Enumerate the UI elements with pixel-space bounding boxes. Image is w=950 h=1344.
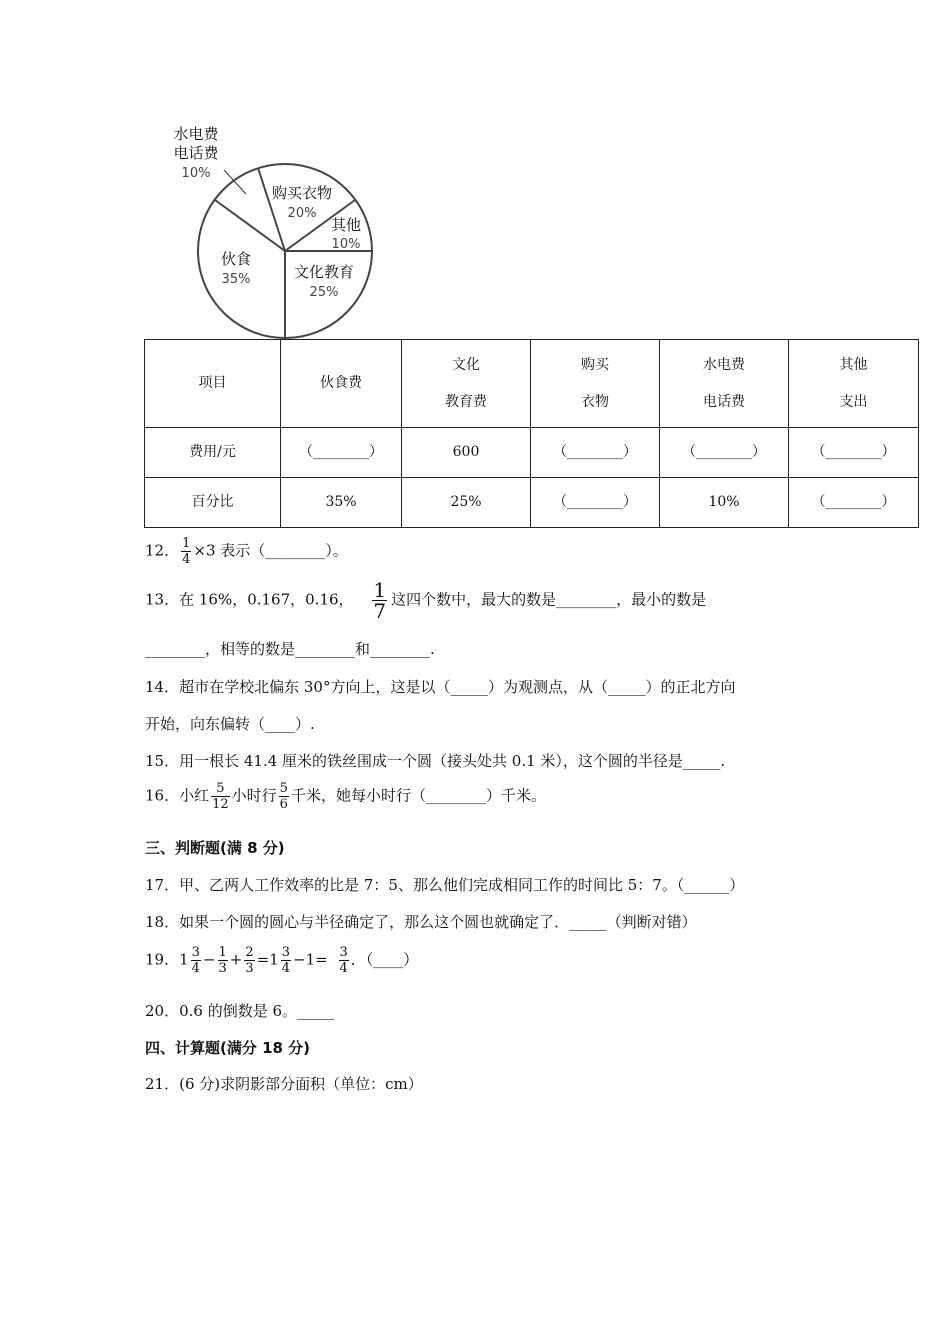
fraction-5-6: $\frac{5}{6}$: [279, 781, 288, 812]
expense-table: [144, 339, 919, 528]
question-14-line1: 14．超市在学校北偏东 30°方向上，这是以（_____）为观测点，从（_____）的正北方向: [145, 678, 736, 696]
slice-label-food: 伙食: [220, 250, 252, 268]
header-clothes: 购买 衣物: [531, 340, 660, 428]
percent-food: 35%: [281, 478, 402, 528]
table-row-percent: [145, 478, 919, 528]
cost-food-blank[interactable]: （________）: [281, 428, 402, 478]
header-food: 伙食费: [281, 340, 402, 428]
slice-label-utility-line2: 电话费: [173, 144, 219, 162]
slice-label-other: 其他: [330, 216, 362, 234]
question-15: 15．用一根长 41.4 厘米的铁丝围成一个圆（接头处共 0.1 米），这个圆的半径是_____.: [145, 752, 726, 770]
section-4-heading: 四、计算题(满分 18 分): [145, 1039, 311, 1057]
question-12: 12． $\frac{1}{4}$ ×3 表示（________）。: [145, 536, 348, 567]
fraction-1-4: $\frac{1}{4}$: [182, 536, 191, 567]
slice-pct-utility: 10%: [181, 166, 211, 181]
percent-utility: 10%: [660, 478, 789, 528]
percent-education: 25%: [402, 478, 531, 528]
cost-education: 600: [402, 428, 531, 478]
question-16: 16．小红 $\frac{5}{12}$ 小时行 $\frac{5}{6}$ 千米，她每小时行（________）千米。: [145, 781, 546, 812]
slice-pct-other: 10%: [331, 237, 361, 252]
cost-other-blank[interactable]: （________）: [789, 428, 919, 478]
question-13-line1: 13．在 16%，0.167，0.16， $\frac{1}{7}$ 这四个数中，最大的数是________，最小的数是: [145, 578, 707, 623]
percent-label: 百分比: [145, 478, 281, 528]
question-17: 17．甲、乙两人工作效率的比是 7：5、那么他们完成相同工作的时间比 5：7。（______）: [145, 876, 745, 894]
percent-other-blank[interactable]: （________）: [789, 478, 919, 528]
slice-label-education: 文化教育: [293, 263, 355, 281]
slice-label-clothes: 购买衣物: [271, 184, 333, 202]
fraction-3-4: $\frac{3}{4}$: [191, 945, 200, 976]
percent-clothes-blank[interactable]: （________）: [531, 478, 660, 528]
slice-pct-clothes: 20%: [287, 206, 317, 221]
question-13-line2: ________，相等的数是________和________.: [145, 640, 435, 658]
table-row-cost: [145, 428, 919, 478]
question-14-line2: 开始，向东偏转（____）.: [145, 715, 315, 733]
cost-label: 费用/元: [145, 428, 281, 478]
question-21: 21．(6 分)求阴影部分面积（单位：cm）: [145, 1075, 423, 1093]
slice-label-utility-line1: 水电费: [173, 125, 219, 143]
header-education: 文化 教育费: [402, 340, 531, 428]
header-other: 其他 支出: [789, 340, 919, 428]
question-19: 19．1 $\frac{3}{4}$ − $\frac{1}{3}$ + $\frac{2}{3}$ =1 $\frac{3}{4}$ −1= $\frac{3}{4}$ ．（____）: [145, 945, 419, 976]
fraction-3-4-c: $\frac{3}{4}$: [339, 945, 348, 976]
section-3-heading: 三、判断题(满 8 分): [145, 839, 285, 857]
expense-pie-chart: [160, 110, 400, 345]
header-item: 项目: [145, 340, 281, 428]
fraction-5-12: $\frac{5}{12}$: [212, 781, 229, 812]
fraction-1-3: $\frac{1}{3}$: [218, 945, 227, 976]
slice-pct-education: 25%: [309, 285, 339, 300]
fraction-3-4-b: $\frac{3}{4}$: [281, 945, 291, 976]
cost-utility-blank[interactable]: （________）: [660, 428, 789, 478]
fraction-2-3: $\frac{2}{3}$: [245, 945, 254, 976]
header-utility: 水电费 电话费: [660, 340, 789, 428]
question-20: 20．0.6 的倒数是 6。_____: [145, 1002, 335, 1020]
slice-pct-food: 35%: [221, 272, 251, 287]
fraction-1-7: $\frac{1}{7}$: [373, 578, 387, 623]
question-18: 18．如果一个圆的圆心与半径确定了，那么这个圆也就确定了．_____（判断对错）: [145, 913, 697, 931]
cost-clothes-blank[interactable]: （________）: [531, 428, 660, 478]
table-header-row: [145, 340, 919, 428]
